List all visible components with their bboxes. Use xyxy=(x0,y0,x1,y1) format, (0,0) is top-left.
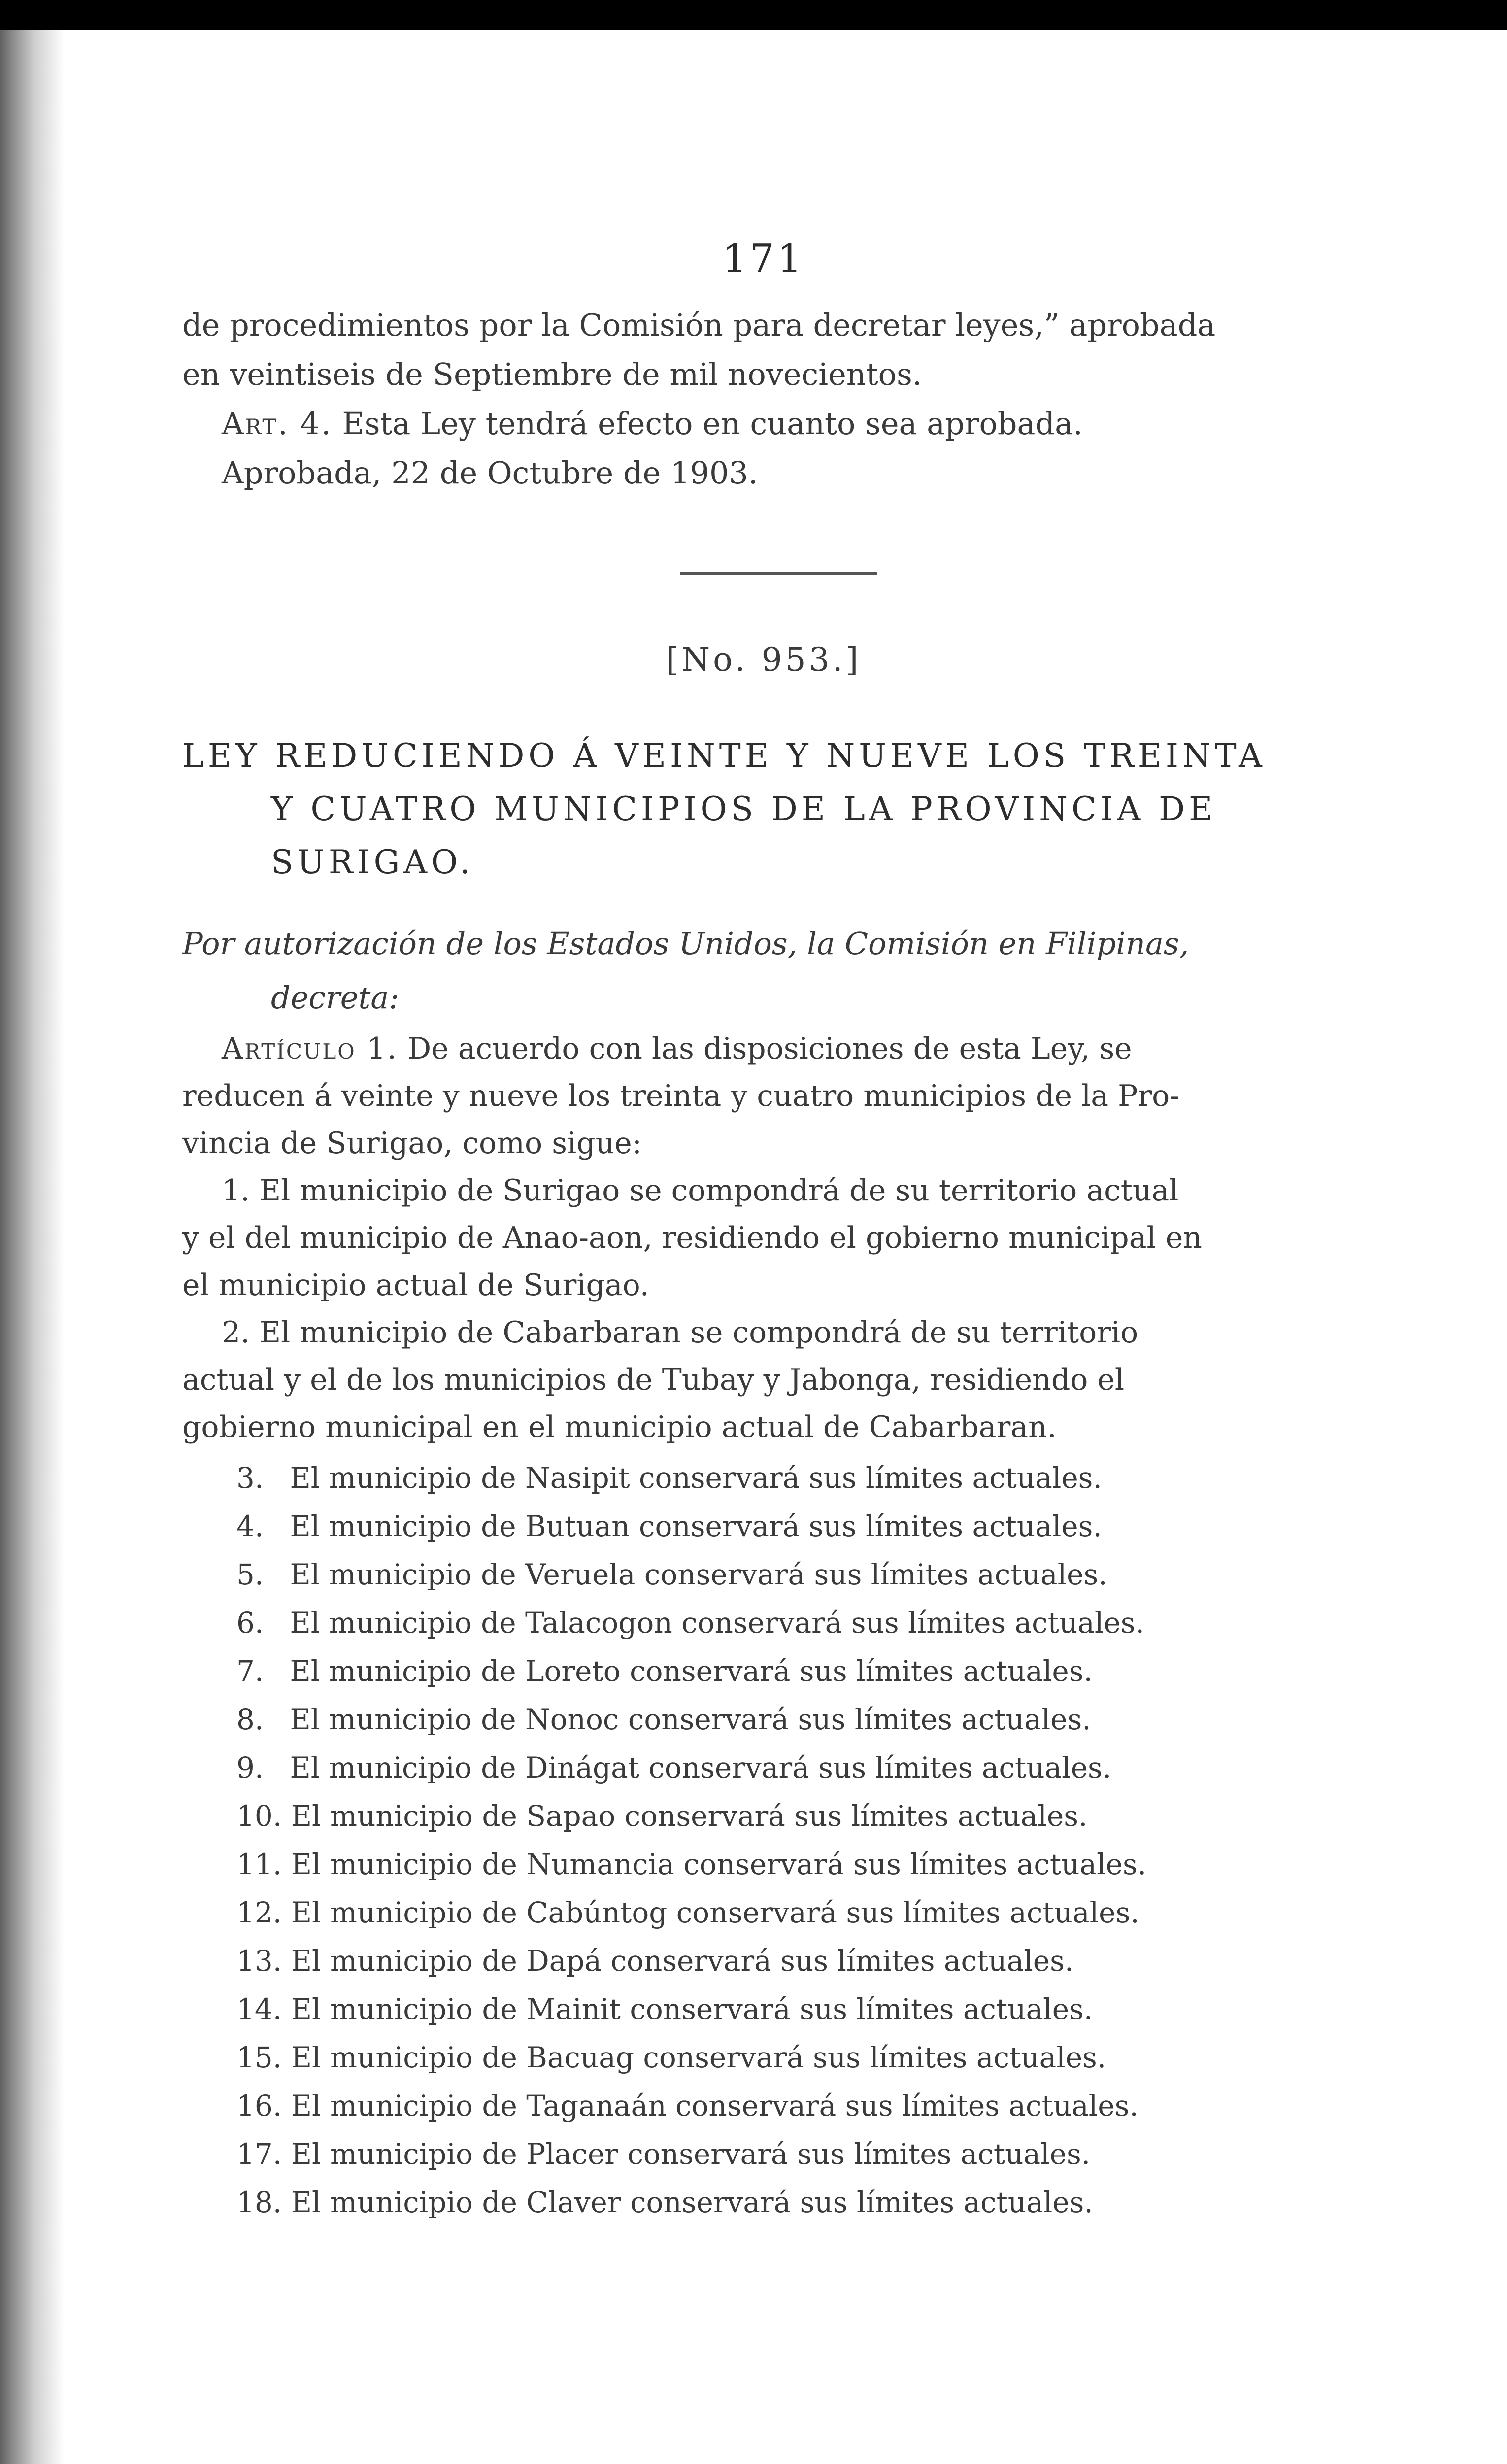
item-number: 16. xyxy=(236,2089,282,2122)
item-2-line: gobierno municipal en el municipio actual de Cabarbaran. xyxy=(182,1410,1057,1444)
item-number: 6. xyxy=(236,1606,264,1640)
approval-date: Aprobada, 22 de Octubre de 1903. xyxy=(222,455,758,491)
list-item xyxy=(236,1937,1370,1985)
item-text: El municipio de Mainit conservará sus límites actuales. xyxy=(291,1992,1093,2026)
article-1-first-line xyxy=(182,1025,1365,1072)
item-text: El municipio de Sapao conservará sus límites actuales. xyxy=(291,1799,1088,1833)
item-1-line: el municipio actual de Surigao. xyxy=(182,1268,649,1302)
item-text: El municipio de Butuan conservará sus límites actuales. xyxy=(290,1509,1102,1543)
list-item xyxy=(236,2082,1370,2130)
item-number: 11. xyxy=(236,1848,282,1881)
previous-act-line: de procedimientos por la Comisión para decretar leyes,” aprobada xyxy=(182,307,1216,343)
item-number: 13. xyxy=(236,1944,282,1978)
list-item xyxy=(236,1695,1370,1744)
section-divider xyxy=(680,572,877,575)
act-title-line: Y CUATRO MUNICIPIOS DE LA PROVINCIA DE xyxy=(271,790,1217,828)
list-item xyxy=(236,1744,1370,1792)
item-1-line: y el del municipio de Anao-aon, residiendo el gobierno municipal en xyxy=(182,1221,1202,1255)
list-item xyxy=(236,1888,1370,1937)
article-1-label: Artículo 1. xyxy=(222,1031,398,1066)
item-number: 15. xyxy=(236,2041,282,2074)
act-title-line: LEY REDUCIENDO Á VEINTE Y NUEVE LOS TREINTA xyxy=(182,737,1266,775)
list-item xyxy=(236,1454,1370,1502)
previous-act-ending xyxy=(182,301,1365,498)
act-title-line: SURIGAO. xyxy=(271,843,474,881)
item-text: El municipio de Veruela conservará sus límites actuales. xyxy=(290,1558,1107,1591)
article-1-line: reducen á veinte y nueve los treinta y cuatro municipios de la Pro- xyxy=(182,1079,1180,1113)
page-number: 171 xyxy=(722,237,805,281)
item-number: 18. xyxy=(236,2186,282,2219)
item-number: 4. xyxy=(236,1509,264,1543)
item-text: El municipio de Dinágat conservará sus límites actuales. xyxy=(290,1751,1112,1784)
list-item xyxy=(236,1985,1370,2033)
item-text: El municipio de Taganaán conservará sus límites actuales. xyxy=(291,2089,1139,2122)
list-item xyxy=(236,1840,1370,1888)
list-item xyxy=(236,1792,1370,1840)
list-item xyxy=(236,1599,1370,1647)
item-1-line: 1. El municipio de Surigao se compondrá de su territorio actual xyxy=(222,1173,1179,1208)
list-item xyxy=(236,2033,1370,2082)
item-number: 17. xyxy=(236,2137,282,2171)
municipality-list xyxy=(236,1454,1370,2226)
document-page xyxy=(172,207,1355,2464)
article-4-text: Esta Ley tendrá efecto en cuanto sea aprobada. xyxy=(342,406,1083,442)
list-item xyxy=(236,1647,1370,1695)
item-number: 5. xyxy=(236,1558,264,1591)
item-2-line: 2. El municipio de Cabarbaran se compondrá de su territorio xyxy=(222,1315,1139,1350)
act-number: [No. 953.] xyxy=(666,641,862,679)
list-item xyxy=(236,2130,1370,2178)
item-number: 10. xyxy=(236,1799,282,1833)
enacting-clause xyxy=(182,917,1365,1025)
item-text: El municipio de Loreto conservará sus límites actuales. xyxy=(290,1654,1093,1688)
item-text: El municipio de Nasipit conservará sus límites actuales. xyxy=(290,1461,1102,1495)
item-number: 8. xyxy=(236,1703,264,1736)
item-text: El municipio de Claver conservará sus límites actuales. xyxy=(291,2186,1093,2219)
item-number: 12. xyxy=(236,1896,282,1929)
article-1-line: vincia de Surigao, como sigue: xyxy=(182,1126,642,1161)
previous-act-line: en veintiseis de Septiembre de mil novecientos. xyxy=(182,356,922,392)
list-item xyxy=(236,1550,1370,1599)
item-text: El municipio de Placer conservará sus límites actuales. xyxy=(291,2137,1091,2171)
scan-top-border xyxy=(0,0,1507,30)
enacting-clause-line: decreta: xyxy=(271,980,400,1016)
item-number: 14. xyxy=(236,1992,282,2026)
article-1-text: De acuerdo con las disposiciones de esta Ley, se xyxy=(407,1031,1132,1066)
enacting-clause-line: Por autorización de los Estados Unidos, la Comisión en Filipinas, xyxy=(182,925,1189,961)
item-number: 7. xyxy=(236,1654,264,1688)
list-item xyxy=(236,1502,1370,1550)
article-4 xyxy=(182,399,1365,448)
item-text: El municipio de Numancia conservará sus límites actuales. xyxy=(291,1848,1147,1881)
page-binding-edge xyxy=(0,30,64,2464)
item-number: 3. xyxy=(236,1461,264,1495)
item-text: El municipio de Nonoc conservará sus límites actuales. xyxy=(290,1703,1091,1736)
item-text: El municipio de Dapá conservará sus límites actuales. xyxy=(291,1944,1074,1978)
item-text: El municipio de Talacogon conservará sus límites actuales. xyxy=(290,1606,1144,1640)
item-text: El municipio de Bacuag conservará sus límites actuales. xyxy=(291,2041,1106,2074)
act-title xyxy=(182,729,1365,889)
article-1 xyxy=(182,1025,1365,1451)
item-number: 9. xyxy=(236,1751,264,1784)
list-item xyxy=(236,2178,1370,2226)
item-text: El municipio de Cabúntog conservará sus límites actuales. xyxy=(291,1896,1139,1929)
article-4-label: Art. 4. xyxy=(222,406,333,442)
item-2-line: actual y el de los municipios de Tubay y Jabonga, residiendo el xyxy=(182,1363,1125,1397)
